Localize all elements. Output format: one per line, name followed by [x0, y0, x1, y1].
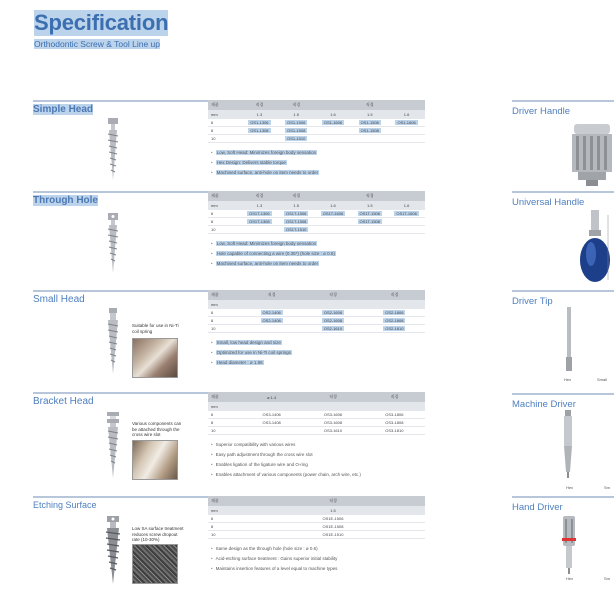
col-diameter: 직경: [255, 102, 264, 107]
driver-handle-image: [568, 122, 614, 186]
section-divider: [512, 393, 614, 395]
tool-caption: Sm: [604, 576, 610, 581]
feature-list: [208, 338, 425, 368]
col-product: 제품: [211, 102, 219, 107]
table-row: 10 OS1T-1510: [208, 226, 425, 234]
tool-universal-handle: [512, 191, 614, 208]
machine-driver-image: [560, 410, 576, 480]
feature-item: • Enables attachment of various components (power chain, arch wire, etc.): [208, 470, 425, 480]
section-etching-surface: [33, 496, 425, 596]
clinical-photo: [132, 338, 178, 378]
section-bracket-head: [33, 392, 425, 492]
diameter-value: 1.5: [293, 112, 299, 117]
section-title: Small Head: [33, 294, 85, 305]
table-row: 8 OS1E-1508: [208, 523, 425, 531]
section-title: Etching Surface: [33, 500, 97, 510]
spec-table-through-hole: 제품 직경 직경 직경 mm 1.3 1.5 1.6 1.5 1.6 6 OS1T-1306 OS1T-1506 OS1T-1606 OS1T-1506 OS1T-1606 8 OS1T-1308 OS1T-1508 OS1T-1508 10 OS1T-1510 • Low, Soft Head: Minimizes foreign body sensation • Hole capable of connecting a wire (0.35*) (hole size : ø 0.6) • Machined surface, anti-hole on item needs to order: [208, 191, 425, 269]
section-divider: [512, 496, 614, 498]
diameter-value: 1.3: [256, 112, 263, 117]
section-divider: [33, 392, 208, 394]
through-hole-screw-image: [106, 213, 120, 275]
col-mm: mm: [211, 112, 218, 117]
driver-tip-image: [564, 307, 574, 373]
feature-item: • Hex Design: Delivers stable torque: [208, 158, 425, 168]
section-through-hole: [33, 191, 425, 276]
tool-title: Universal Handle: [512, 197, 585, 208]
feature-item: • Machined surface, anti-hole on item needs to order: [208, 259, 425, 269]
feature-list: [208, 440, 425, 480]
spec-table-bracket-head: 제품 ø 1.4 직경 직경 mm 6 OS3-1406 OS3-1606 OS3-1806 8 OS3-1408 OS3-1608 OS3-1808 10 OS3-1610 OS3-1810 • Superior compatibility with various wires • Easy path adjustment through the cross wire slot • Enables ligation of the ligature wire and O-ring • Enables attachment of various components (power chain, arch wire, etc.): [208, 392, 425, 480]
tool-title: Hand Driver: [512, 502, 563, 513]
section-divider: [33, 100, 208, 102]
feature-item: • Low, Soft Head: Minimizes foreign body sensation: [208, 148, 425, 158]
tool-caption: Hex: [566, 576, 574, 581]
table-row: 6 OS1E-1506: [208, 515, 425, 523]
table-row: 10 OS1E-1510: [208, 531, 425, 539]
feature-note: Low SA surface treatment reduces screw dropout rate (10-30%): [132, 526, 184, 542]
tool-caption: Hex: [566, 485, 574, 490]
tool-driver-tip: [512, 290, 614, 307]
feature-item: • Low, Soft Head: Minimizes foreign body sensation: [208, 239, 425, 249]
table-row: 8 OS2-1408 OS2-1608 OS2-1808: [208, 317, 425, 325]
clinical-photo: [132, 440, 178, 480]
feature-item: • Maintains insertion features of a level equal to machine types: [208, 564, 425, 574]
feature-list: [208, 544, 425, 574]
section-title: Bracket Head: [33, 396, 94, 407]
diameter-value: 1.6: [330, 112, 336, 117]
hand-driver-image: [560, 516, 578, 574]
feature-item: • Machined surface, anti-hole on item needs to order: [208, 168, 425, 178]
table-row: 8 OS1-1308 OS1-1508 OS1-1508: [208, 127, 425, 135]
table-row: 6 OS2-1406 OS2-1606 OS2-1806: [208, 309, 425, 317]
small-head-screw-image: [105, 308, 121, 376]
diameter-value: 1.5: [367, 112, 373, 117]
universal-handle-image: [578, 210, 612, 284]
etching-surface-screw-image: [104, 516, 122, 586]
table-row: 10 OS3-1610 OS3-1810: [208, 427, 425, 435]
feature-item: • Same design as the through hole (hole size : ø 0.6): [208, 544, 425, 554]
tool-caption: Sm: [604, 485, 610, 490]
spec-table-etching-surface: 제품 직경 mm 1.5 6 OS1E-1506 8 OS1E-1508 10 OS1E-1510 • Same design as the through hole (hole size : ø 0.6) • Acid-etching surface treatment : Gains superior initial stability • Maintains insertion features of a level equal to machine types: [208, 496, 425, 574]
section-title: Through Hole: [33, 195, 98, 206]
tool-title: Driver Handle: [512, 106, 571, 117]
tool-hand-driver: [512, 496, 614, 513]
feature-item: • Acid-etching surface treatment : Gains superior initial stability: [208, 554, 425, 564]
feature-item: • Small, low head design and size: [208, 338, 425, 348]
table-row: 6 OS1-1306 OS1-1506 OS1-1606 OS1-1506 OS1-1606: [208, 119, 425, 127]
table-row: 6 OS1T-1306 OS1T-1506 OS1T-1606 OS1T-1506 OS1T-1606: [208, 210, 425, 218]
col-product: 제품: [211, 193, 219, 198]
table-row: 6 OS3-1406 OS3-1606 OS3-1806: [208, 411, 425, 419]
feature-item: • Head diameter : ø 1.86: [208, 358, 425, 368]
feature-item: • Optimized for use in Ni-Ti coil springs: [208, 348, 425, 358]
section-divider: [512, 100, 614, 102]
feature-item: • Easy path adjustment through the cross wire slot: [208, 450, 425, 460]
feature-list: [208, 239, 425, 269]
section-title: Simple Head: [33, 104, 94, 115]
feature-list: [208, 148, 425, 178]
feature-item: • Enables ligation of the ligature wire and O-ring: [208, 460, 425, 470]
diameter-value: 1.6: [403, 112, 410, 117]
feature-note: Various components can be attached through the cross wire slot: [132, 421, 182, 437]
simple-head-screw-image: [106, 118, 120, 182]
tool-caption: Small: [597, 377, 608, 382]
bracket-head-screw-image: [105, 412, 121, 480]
col-diameter: 직경: [365, 102, 374, 107]
table-row: 8 OS3-1408 OS3-1608 OS3-1808: [208, 419, 425, 427]
page-title: Specification: [34, 10, 169, 35]
section-divider: [33, 496, 208, 498]
surface-micrograph: [132, 544, 178, 584]
section-small-head: [33, 290, 425, 385]
table-row: 8 OS1T-1308 OS1T-1508 OS1T-1508: [208, 218, 425, 226]
table-row: 10 OS1-1510: [208, 135, 425, 143]
section-divider: [512, 191, 614, 193]
section-simple-head: [33, 100, 425, 185]
tool-title: Machine Driver: [512, 399, 576, 410]
section-divider: [512, 290, 614, 292]
page-subtitle: Orthodontic Screw & Tool Line up: [34, 39, 160, 49]
tool-title: Driver Tip: [512, 296, 553, 307]
section-divider: [33, 290, 208, 292]
section-divider: [33, 191, 208, 193]
spec-table-small-head: 제품 직경 직경 직경 mm 6 OS2-1406 OS2-1606 OS2-1806 8 OS2-1408 OS2-1608 OS2-1808 10 OS2-1610 OS2-1810 • Small, low head design and size • Optimized for use in Ni-Ti coil springs • Head diameter : ø 1.86: [208, 290, 425, 368]
feature-note: Suitable for use in Ni-Ti coil spring: [132, 323, 179, 334]
table-row: 10 OS2-1610 OS2-1810: [208, 325, 425, 333]
feature-item: • Hole capable of connecting a wire (0.35*) (hole size : ø 0.6): [208, 249, 425, 259]
tool-driver-handle: [512, 100, 614, 117]
col-diameter: 직경: [292, 102, 301, 107]
feature-item: • Superior compatibility with various wires: [208, 440, 425, 450]
spec-table-simple-head: [208, 100, 425, 178]
tool-machine-driver: [512, 393, 614, 410]
tool-caption: Hex: [564, 377, 572, 382]
